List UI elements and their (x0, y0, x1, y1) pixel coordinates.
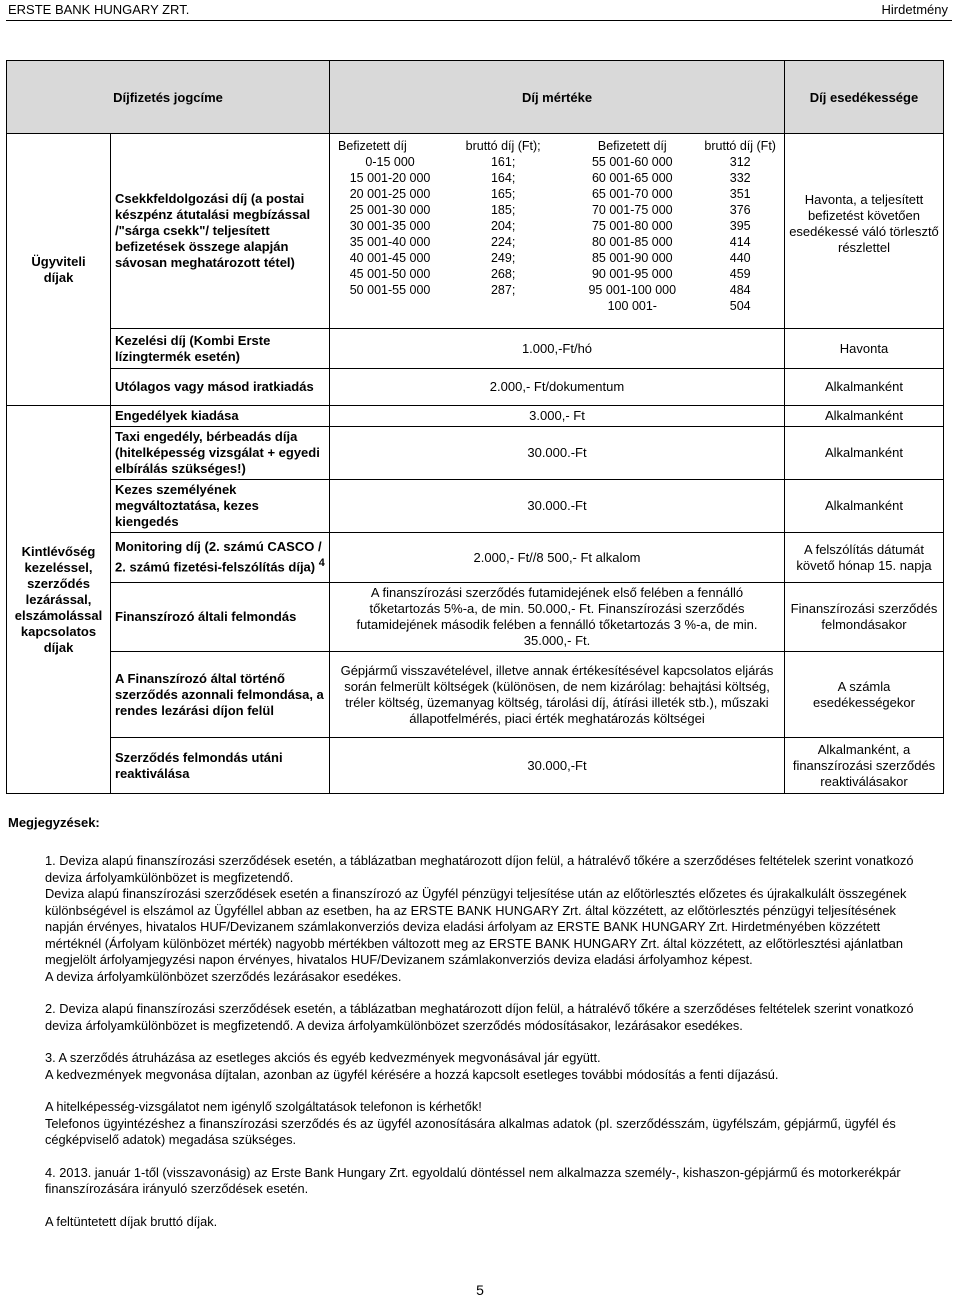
table-row (7, 533, 944, 583)
tier-row (336, 202, 778, 218)
tier-range: 55 001-60 000 (591, 155, 673, 169)
tier-fee: 164; (490, 171, 516, 185)
tier-row (336, 154, 778, 170)
fee-due-utolagos: Alkalmanként (785, 369, 944, 406)
note-2: 2. Deviza alapú finanszírozási szerződések esetén, a táblázatban meghatározott díjon felül, a hátralévő tőkére a szerződéses feltételek szerint vonatkozó deviza árfolyamkülönbözet is megfizetendő. A deviza árfolyamkülönbözet szerződés módosításakor, lezárásakor esedékes. (45, 1001, 914, 1033)
fee-amount-felmondas: A finanszírozási szerződés futamidejének első felében a fennálló tőketartozás 5%-a, de min. 50.000,- Ft. Finanszírozási szerződés futamidejének második felében a fennálló tőketartozás 3 %-a, de min. 35.000,- Ft. (330, 583, 785, 652)
tier-fee: 440 (729, 251, 751, 265)
tier-range: 25 001-30 000 (349, 203, 431, 217)
tier-range: 45 001-50 000 (349, 267, 431, 281)
header-divider (6, 20, 952, 21)
fee-label-taxi: Taxi engedély, bérbeadás díja (hitelképesség vizsgálat + egyedi elbírálás szükséges!) (111, 427, 330, 480)
fee-amount-kezelesi: 1.000,-Ft/hó (330, 329, 785, 369)
category-ugyviteli: Ügyviteli díjak (7, 134, 111, 406)
tier-range: 65 001-70 000 (591, 187, 673, 201)
fee-label-felmondas: Finanszírozó általi felmondás (111, 583, 330, 652)
tier-range: 100 001- (607, 299, 657, 313)
fee-due-monitoring: A felszólítás dátumát követő hónap 15. napja (785, 533, 944, 583)
note-1a: 1. Deviza alapú finanszírozási szerződések esetén, a táblázatban meghatározott díjon felül, a hátralévő tőkére a szerződéses feltételek szerint vonatkozó deviza árfolyamkülönbözet is megfizetendő. (45, 853, 914, 885)
tier-range: 20 001-25 000 (349, 187, 431, 201)
fee-due-reaktival: Alkalmanként, a finanszírozási szerződés reaktiválásakor (785, 738, 944, 794)
tier-range: 85 001-90 000 (591, 251, 673, 265)
notes-title: Megjegyzések: (8, 815, 100, 830)
note-1b: Deviza alapú finanszírozási szerződések esetén a finanszírozó az Ügyfél pénzügyi teljesítése után az előtörlesztés előzetes és újrakalkulált összegének különbségével is elszámol az Ügyféllel abban az esetben, ha az ERSTE BANK HUNGARY Zrt. által közzétett, az előtörlesztés pénzügyi teljesítésének napján érvényes, hivatalos HUF/Devizanem számlakonverziós deviza eladási árfolyam az ERSTE BANK HUNGARY Zrt. Hirdetményében közzétett mértéknél (Árfolyam különbözet mérték) nagyobb mértékben változott meg az ERSTE BANK HUNGARY Zrt. által közzétett, az előtörlesztési ajánlatban megjelölt árfolyamjegyzési napon érvényes, hivatalos HUF/Devizanem számlakonverziós deviza eladási árfolyamhoz képest. (45, 886, 907, 967)
tier-head-paid-right: Befizetett díj (597, 139, 667, 153)
note-5: A feltüntetett díjak bruttó díjak. (45, 1213, 218, 1229)
table-row (7, 583, 944, 652)
tier-range: 75 001-80 000 (591, 219, 673, 233)
tier-head-fee-left: bruttó díj (Ft); (465, 139, 541, 153)
fee-label-monitoring: Monitoring díj (2. számú CASCO / 2. számú fizetési-felszólítás díja) $^4$ (111, 533, 330, 583)
fee-due-azonnali: A számla esedékességekor (785, 652, 944, 738)
tier-row (336, 234, 778, 250)
tier-range: 40 001-45 000 (349, 251, 431, 265)
tier-fee: 185; (490, 203, 516, 217)
tier-fee: 165; (490, 187, 516, 201)
fee-label-reaktival: Szerződés felmondás utáni reaktiválása (111, 738, 330, 794)
tier-range: 60 001-65 000 (591, 171, 673, 185)
note-3c: A hitelképesség-vizsgálatot nem igénylő szolgáltatások telefonon is kérhetők! (45, 1099, 482, 1114)
fee-amount-utolagos: 2.000,- Ft/dokumentum (330, 369, 785, 406)
tier-fee: 376 (729, 203, 751, 217)
tier-fee: 204; (490, 219, 516, 233)
tier-row (336, 266, 778, 282)
tier-range: 70 001-75 000 (591, 203, 673, 217)
tier-row (336, 250, 778, 266)
tier-head-paid-left: Befizetett díj (338, 139, 407, 153)
tier-fee: 249; (490, 251, 516, 265)
col-header-due: Díj esedékessége (785, 61, 944, 134)
table-row (7, 738, 944, 794)
fee-due-kezelesi: Havonta (785, 329, 944, 369)
notes-section (45, 853, 935, 1230)
tier-fee: 504 (729, 299, 751, 313)
fee-due-csekk: Havonta, a teljesített befizetést követően esedékessé váló törlesztő részlettel (785, 134, 944, 329)
fee-label-utolagos: Utólagos vagy másod iratkiadás (111, 369, 330, 406)
fee-label-kezes: Kezes személyének megváltoztatása, kezes kiengedés (111, 480, 330, 533)
tier-head-fee-right: bruttó díj (Ft) (704, 139, 776, 153)
tier-fee: 332 (729, 171, 751, 185)
fee-amount-engedelyek: 3.000,- Ft (330, 406, 785, 427)
tier-range: 90 001-95 000 (591, 267, 673, 281)
table-row (7, 329, 944, 369)
fee-label-kezelesi: Kezelési díj (Kombi Erste lízingtermék esetén) (111, 329, 330, 369)
note-4: 4. 2013. január 1-től (visszavonásig) az Erste Bank Hungary Zrt. egyoldalú döntéssel nem alkalmazza személy-, kishaszon-gépjármű és motorkerékpár finanszírozására irányuló szerződések esetén. (45, 1164, 901, 1196)
tier-fee: 484 (729, 283, 751, 297)
header-bank-name: ERSTE BANK HUNGARY ZRT. (8, 2, 190, 17)
tier-fee: 224; (490, 235, 516, 249)
footnote-ref: 4 (318, 557, 325, 570)
note-3d: Telefonos ügyintézéshez a finanszírozási szerződés és az ügyfél azonosítására alkalmas adatok (pl. szerződésszám, ügyfélszám, gépjármű, ügyfél és cégképviselő adatok) megadása szükséges. (45, 1115, 896, 1147)
tier-table (336, 138, 778, 314)
tier-fee: 161; (490, 155, 516, 169)
fee-label-azonnali: A Finanszírozó által történő szerződés azonnali felmondása, a rendes lezárási díjon felül (111, 652, 330, 738)
fee-due-engedelyek: Alkalmanként (785, 406, 944, 427)
fee-table (6, 60, 944, 794)
tier-fee: 312 (729, 155, 751, 169)
table-row (7, 427, 944, 480)
fee-tier-cell (330, 134, 785, 329)
tier-fee: 395 (729, 219, 751, 233)
tier-range: 30 001-35 000 (349, 219, 431, 233)
fee-label-engedelyek: Engedélyek kiadása (111, 406, 330, 427)
tier-row (336, 186, 778, 202)
tier-fee: 351 (729, 187, 751, 201)
fee-amount-monitoring: 2.000,- Ft//8 500,- Ft alkalom (330, 533, 785, 583)
category-kintlevoseg: Kintlévőség kezeléssel, szerződés lezárással, elszámolással kapcsolatos díjak (7, 406, 111, 794)
col-header-title: Díjfizetés jogcíme (7, 61, 330, 134)
tier-fee: 459 (729, 267, 751, 281)
fee-amount-azonnali: Gépjármű visszavételével, illetve annak értékesítésével kapcsolatos eljárás során felmerült költségek (különösen, de nem kizárólag: behajtási költség, tréler költség, üzemanyag költség, tárolási díj, átírási illeték stb.), műszaki állapotfelmérés, piaci érték meghatározás költségei (330, 652, 785, 738)
fee-amount-taxi: 30.000.-Ft (330, 427, 785, 480)
note-3a: 3. A szerződés átruházása az esetleges akciós és egyéb kedvezmények megvonásával jár együtt. (45, 1050, 601, 1065)
tier-range: 0-15 000 (365, 155, 415, 169)
tier-fee: 414 (729, 235, 751, 249)
tier-range: 50 001-55 000 (349, 283, 431, 297)
note-1c: A deviza árfolyamkülönbözet szerződés lezárásakor esedékes. (45, 968, 402, 984)
page-number: 5 (476, 1282, 484, 1298)
table-row (7, 406, 944, 427)
tier-range: 35 001-40 000 (349, 235, 431, 249)
tier-header (336, 138, 778, 154)
table-row (7, 480, 944, 533)
table-row (7, 369, 944, 406)
tier-fee: 287; (490, 283, 516, 297)
tier-range: 80 001-85 000 (591, 235, 673, 249)
header-doc-type: Hirdetmény (881, 2, 948, 17)
tier-row (336, 298, 778, 314)
col-header-amount: Díj mértéke (330, 61, 785, 134)
tier-row (336, 170, 778, 186)
tier-range: 15 001-20 000 (349, 171, 431, 185)
fee-due-kezes: Alkalmanként (785, 480, 944, 533)
table-row (7, 134, 944, 329)
tier-row (336, 282, 778, 298)
tier-row (336, 218, 778, 234)
fee-due-taxi: Alkalmanként (785, 427, 944, 480)
fee-label-csekk: Csekkfeldolgozási díj (a postai készpénz átutalási megbízással /"sárga csekk"/ teljesített befizetések összege alapján sávosan meghatározott tétel) (111, 134, 330, 329)
note-3b: A kedvezmények megvonása díjtalan, azonban az ügyfél kérésére a hozzá kapcsolt esetleges további módosítás a fenti díjazású. (45, 1066, 779, 1082)
fee-table-header-row (7, 61, 944, 134)
tier-range: 95 001-100 000 (588, 283, 677, 297)
tier-fee: 268; (490, 267, 516, 281)
table-row (7, 652, 944, 738)
fee-amount-kezes: 30.000.-Ft (330, 480, 785, 533)
fee-due-felmondas: Finanszírozási szerződés felmondásakor (785, 583, 944, 652)
fee-amount-reaktival: 30.000,-Ft (330, 738, 785, 794)
